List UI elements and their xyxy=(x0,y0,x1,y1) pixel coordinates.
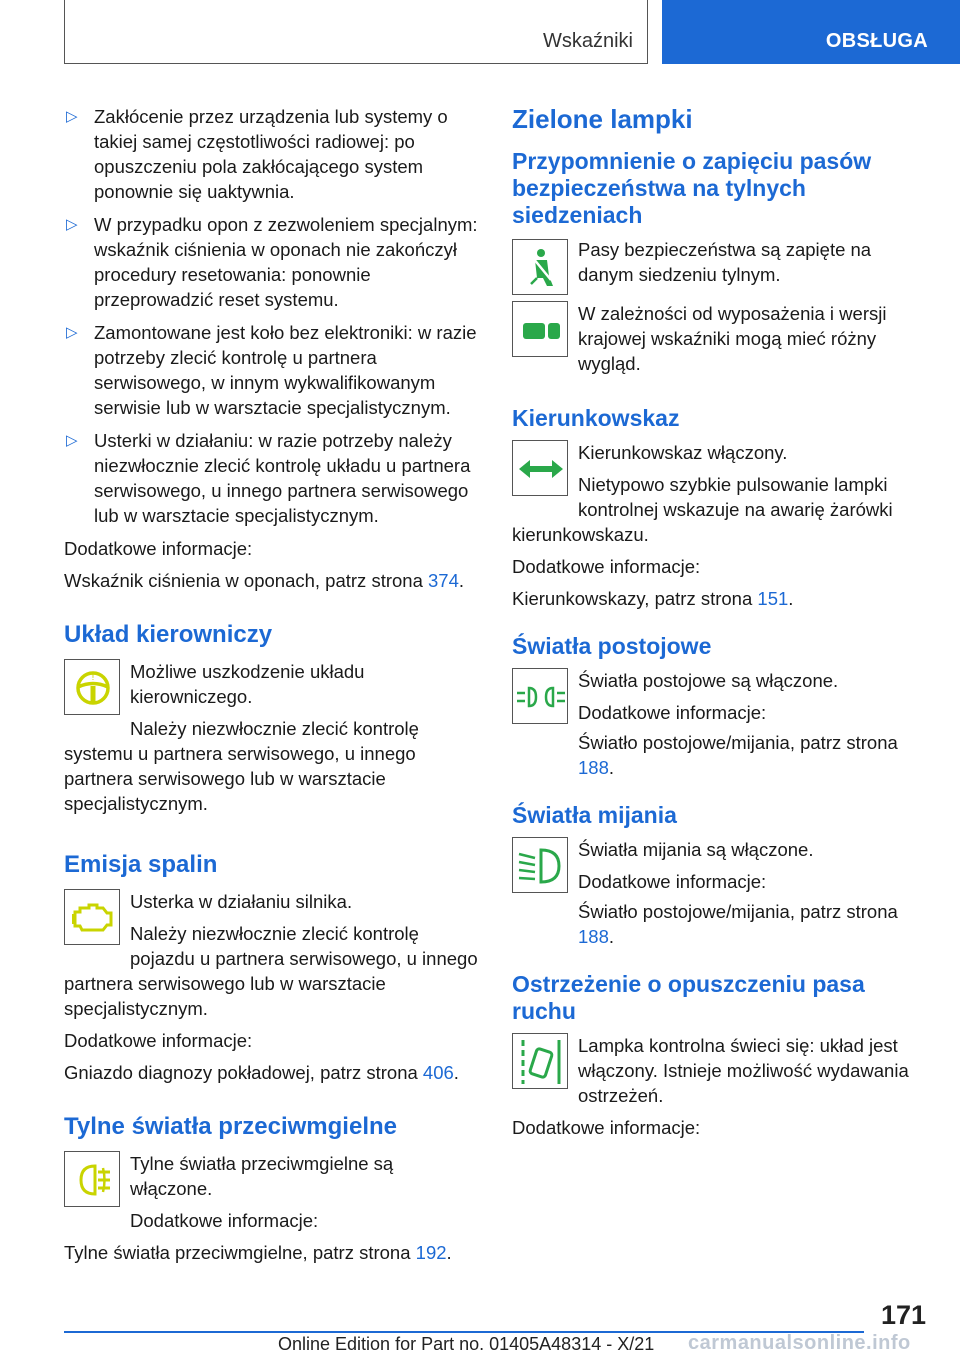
triangle-bullet-icon: ▷ xyxy=(66,432,78,449)
more-info-label: Dodatkowe informacje: xyxy=(578,702,767,723)
section-heading: Światła postojowe xyxy=(512,633,712,659)
header-section-box xyxy=(64,0,648,64)
section-heading: Emisja spalin xyxy=(64,851,218,878)
more-info-label: Dodatkowe informacje: xyxy=(130,1210,319,1231)
list-item: ▷ W przypadku opon z zezwoleniem specjalnym: wskaźnik ciśnienia w oponach nie zakończył procedury resetowania: ponownie przeprowadzić reset systemu. xyxy=(66,214,478,310)
more-info-label: Dodatkowe informacje: xyxy=(64,538,253,559)
section-heading: Tylne światła przeciwmgielne xyxy=(64,1113,397,1140)
section-heading: Przypomnienie o zapięciu pasów bezpieczeństwa na tylnych siedzeniach xyxy=(512,148,872,228)
page-link[interactable]: 188 xyxy=(578,926,609,947)
page-link[interactable]: 374 xyxy=(428,570,459,591)
steering-warning-icon xyxy=(64,659,120,715)
parking-light-icon xyxy=(512,668,568,724)
left-column: ▷ Zakłócenie przez urządzenia lub systemy o takiej samej częstotliwości radiowej: po opuszczeniu pola zakłócającego system ponownie się uaktywnia. ▷ W przypadku opon z zezwoleniem specjalnym: wskaźnik ciśnienia w oponach nie zakończył procedury resetowania: ponownie przeprowadzić reset systemu. ▷ Zamontowane jest koło bez elektroniki: w razie potrzeby zlecić kontrolę u partnera serwisowego, w innym wykwalifikowanym serwisie lub w warsztacie specjalistycznym. ▷ Usterki w działaniu: w razie potrzeby należy niezwłocznie zlecić kontrolę układu u partnera serwisowego, u innego partnera serwisowego lub w warsztacie specjalistycznym. Dodatkowe informacje: Wskaźnik ciśnienia w oponach, patrz strona 374. Układ kierowniczy ! Możliwe uszkodzenie układu kierowniczego. Należy niezwłocznie zlecić kontrolę systemu u partnera serwisowego, u innego partnera serwisowego lub w warsztacie specjalistycznym. Emisja spalin Usterka w działaniu silnika. Należy niezwłocznie zlecić kontrolę pojazdu u partnera serwisowego, u innego partnera serwisowego lub w warsztacie specjalistycznym. Dodatkowe informacje: Gniazdo diagnozy pokładowej, patrz strona 406. Tylne światła przeciwmgielne Tylne światła przeciwmgielne są włączone. Dodatkowe informacje: Tylne światła przeciwmgielne, patrz strona 192. xyxy=(64,104,480,1272)
page-link[interactable]: 188 xyxy=(578,757,609,778)
more-info-label: Dodatkowe informacje: xyxy=(512,1117,701,1138)
more-info-label: Dodatkowe informacje: xyxy=(64,1030,253,1051)
page-link[interactable]: 406 xyxy=(422,1062,454,1083)
section-heading: Światła mijania xyxy=(512,802,677,828)
right-column: Zielone lampki Przypomnienie o zapięciu pasów bezpieczeństwa na tylnych siedzeniach Pasy bezpieczeństwa są zapięte na danym siedzeniu tylnym. W zależności od wyposażenia i wersji krajowej wskaźniki mogą mieć różny wygląd. Kierunkowskaz Kierunkowskaz włączony. Nietypowo szybkie pulsowanie lampki kontrolnej wskazuje na awarię żarówki kierunkowskazu. Dodatkowe informacje: Kierunkowskazy, patrz strona 151. Światła postojowe Światła postojowe są włączone. Dodatkowe informacje: Światło postojowe/mijania, patrz strona 188. Światła mijania Światła mijania są włączone. Dodatkowe informacje: Światło postojowe/mijania, patrz strona 188. Ostrzeżenie o opuszczeniu pasa ruchu Lampka kontrolna świeci się: układ jest włączony. Istnieje możliwość wydawania ostrzeżeń. Dodatkowe informacje: xyxy=(512,104,920,1147)
page-number: 171 xyxy=(880,1300,926,1330)
more-info-label: Dodatkowe informacje: xyxy=(578,871,767,892)
svg-text:!: ! xyxy=(91,673,95,682)
triangle-bullet-icon: ▷ xyxy=(66,216,78,233)
list-item: ▷ Zamontowane jest koło bez elektroniki: w razie potrzeby zlecić kontrolę u partnera serwisowego, w innym wykwalifikowanym serwisie lub w warsztacie specjalistycznym. xyxy=(66,322,477,418)
seatbelt-icon xyxy=(512,239,568,295)
lane-departure-icon xyxy=(512,1033,568,1089)
page-link[interactable]: 192 xyxy=(415,1242,447,1263)
section-heading: Kierunkowskaz xyxy=(512,405,680,431)
triangle-bullet-icon: ▷ xyxy=(66,108,78,125)
cross-reference: Gniazdo diagnozy pokładowej, patrz strona 406. xyxy=(64,1062,459,1083)
engine-check-icon xyxy=(64,889,120,945)
section-heading: Ostrzeżenie o opuszczeniu pasa ruchu xyxy=(512,971,865,1024)
page-link[interactable]: 151 xyxy=(757,588,789,609)
header-chapter-tab[interactable] xyxy=(662,0,960,64)
cross-reference: Światło postojowe/mijania, patrz strona 188. xyxy=(578,901,898,947)
triangle-bullet-icon: ▷ xyxy=(66,324,78,341)
footer-edition: Online Edition for Part no. 01405A48314 - X/21 xyxy=(278,1334,655,1354)
list-item: ▷ Zakłócenie przez urządzenia lub systemy o takiej samej częstotliwości radiowej: po opuszczeniu pola zakłócającego system ponownie się uaktywnia. xyxy=(66,106,448,202)
turn-signal-icon xyxy=(512,440,568,496)
header-section-title: Wskaźniki xyxy=(542,30,633,52)
seatbelt-variant-icon xyxy=(512,301,568,357)
cross-reference: Wskaźnik ciśnienia w oponach, patrz strona 374. xyxy=(64,570,465,591)
section-heading: Układ kierowniczy xyxy=(64,621,273,648)
low-beam-icon xyxy=(512,837,568,893)
cross-reference: Kierunkowskazy, patrz strona 151. xyxy=(512,588,794,609)
chapter-heading: Zielone lampki xyxy=(512,104,693,134)
more-info-label: Dodatkowe informacje: xyxy=(512,556,701,577)
header-chapter-title: OBSŁUGA xyxy=(825,30,928,52)
watermark: carmanualsonline.info xyxy=(688,1332,911,1354)
cross-reference: Światło postojowe/mijania, patrz strona 188. xyxy=(578,732,898,778)
rear-fog-light-icon xyxy=(64,1151,120,1207)
list-item: ▷ Usterki w działaniu: w razie potrzeby należy niezwłocznie zlecić kontrolę układu u partnera serwisowego, u innego partnera serwisowego lub w warsztacie specjalistycznym. xyxy=(66,430,471,526)
cross-reference: Tylne światła przeciwmgielne, patrz strona 192. xyxy=(64,1242,452,1263)
